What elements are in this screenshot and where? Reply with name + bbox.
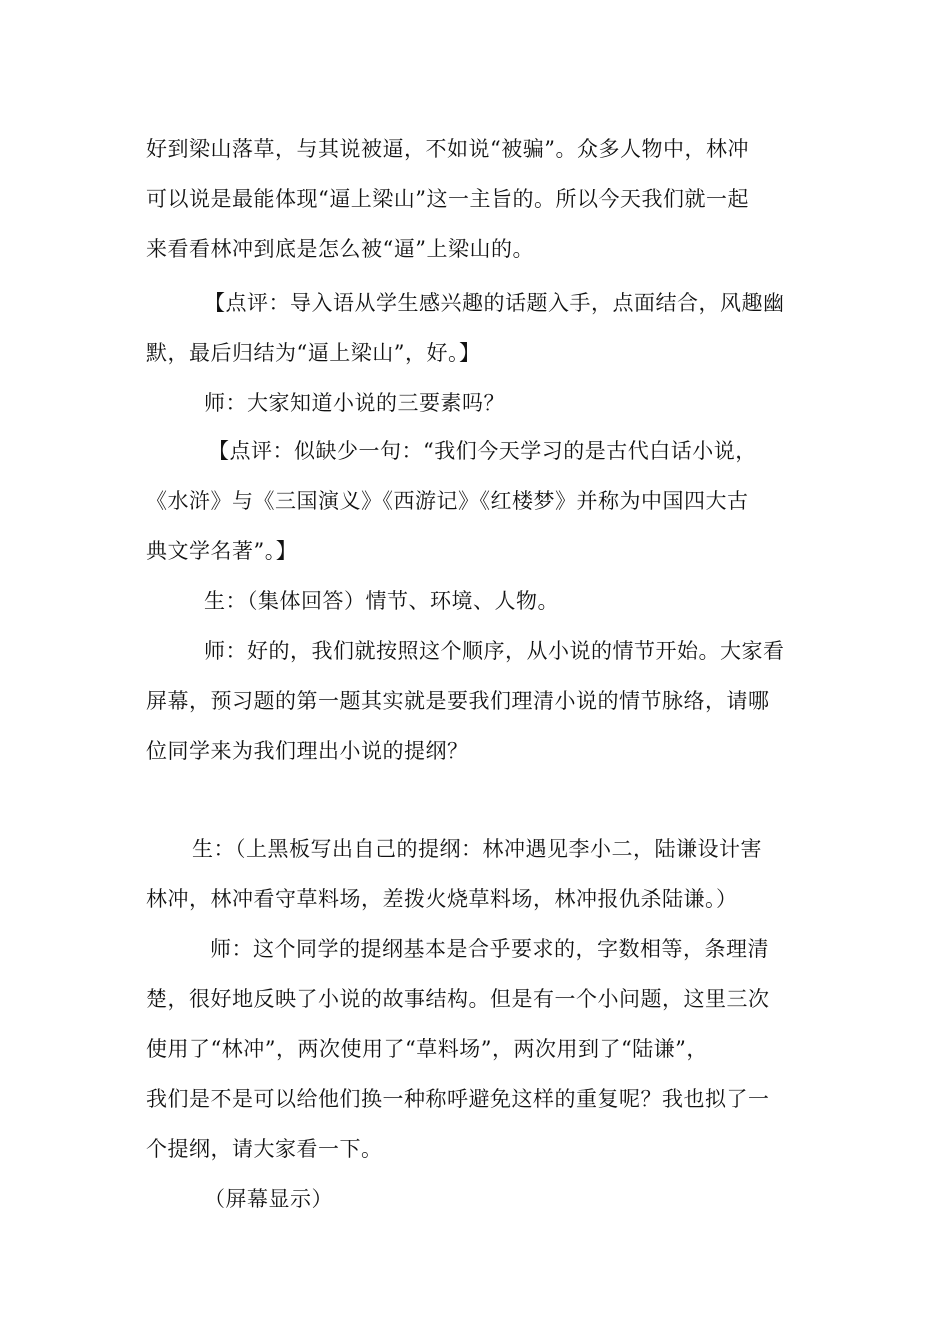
- comment2-line-2: 《水浒》与《三国演义》《西游记》《红楼梦》并称为中国四大古: [146, 489, 749, 513]
- teacher-feedback-line-3: 使用了“林冲”，两次使用了“草料场”，两次用到了“陆谦”，: [146, 1037, 708, 1061]
- teacher-feedback-line-2: 楚，很好地反映了小说的故事结构。但是有一个小问题，这里三次: [146, 987, 770, 1011]
- teacher-line-1: 师：好的，我们就按照这个顺序，从小说的情节开始。大家看: [204, 639, 785, 663]
- student-outline-line-2: 林冲，林冲看守草料场，差拨火烧草料场，林冲报仇杀陆谦。）: [146, 887, 738, 911]
- text-line-2: 可以说是最能体现“逼上梁山”这一主旨的。所以今天我们就一起: [146, 187, 749, 211]
- text-line-3: 来看看林冲到底是怎么被“逼”上梁山的。: [146, 237, 534, 261]
- comment2-line-3: 典文学名著”。】: [146, 539, 298, 563]
- text-line-1: 好到梁山落草，与其说被逼，不如说“被骗”。众多人物中，林冲: [146, 137, 749, 161]
- teacher-feedback-line-1: 师：这个同学的提纲基本是合乎要求的，字数相等，条理清: [210, 937, 769, 961]
- teacher-feedback-line-4: 我们是不是可以给他们换一种称呼避免这样的重复呢？我也拟了一: [146, 1087, 770, 1111]
- comment-line-1: 【点评：导入语从学生感兴趣的话题入手，点面结合，风趣幽: [204, 291, 785, 315]
- comment-line-2: 默，最后归结为“逼上梁山”，好。】: [146, 341, 481, 365]
- screen-display-line: （屏幕显示）: [204, 1187, 333, 1211]
- comment2-line-1: 【点评：似缺少一句：“我们今天学习的是古代白话小说，: [208, 439, 757, 463]
- teacher-feedback-line-5: 个提纲，请大家看一下。: [146, 1137, 383, 1161]
- teacher-line-2: 屏幕，预习题的第一题其实就是要我们理清小说的情节脉络，请哪: [146, 689, 770, 713]
- student-outline-line-1: 生：（上黑板写出自己的提纲：林冲遇见李小二，陆谦设计害: [192, 837, 762, 861]
- teacher-question-line: 师：大家知道小说的三要素吗？: [204, 391, 505, 415]
- teacher-line-3: 位同学来为我们理出小说的提纲？: [146, 739, 469, 763]
- student-answer-line: 生：（集体回答）情节、环境、人物。: [204, 589, 559, 613]
